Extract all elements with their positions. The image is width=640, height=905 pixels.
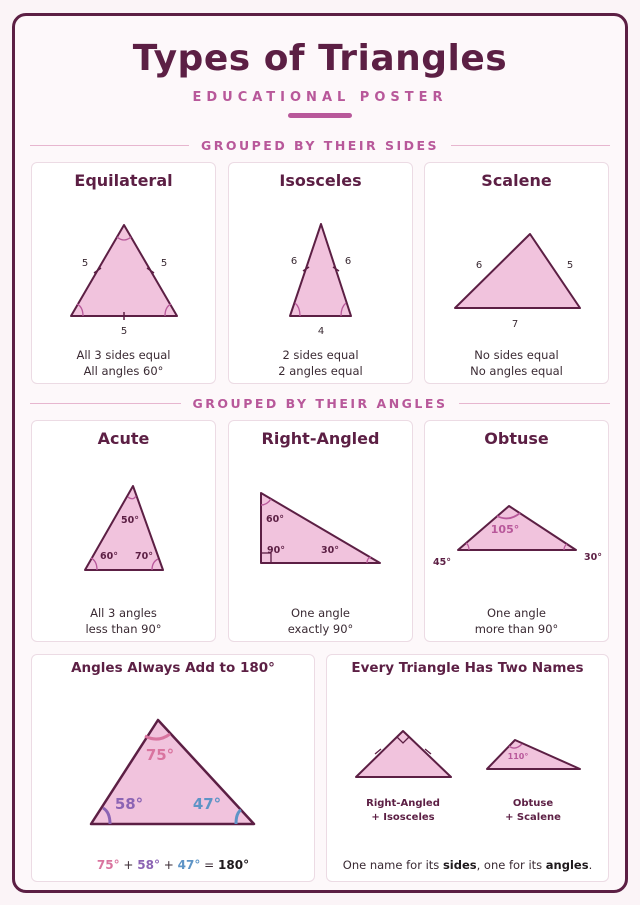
card-title: Obtuse	[484, 429, 549, 448]
angle-sum-equation	[32, 858, 314, 872]
scalene-triangle	[455, 234, 580, 308]
angle-label: 105°	[490, 523, 520, 536]
angle-label: 30°	[584, 552, 602, 563]
card-title: Angles Always Add to 180°	[71, 660, 275, 676]
name-line: Right-Angled	[366, 798, 440, 809]
divider-line	[459, 403, 610, 404]
angle-label: 58°	[114, 795, 144, 813]
poster-subtitle: EDUCATIONAL POSTER	[192, 90, 448, 105]
side-label: 6	[475, 260, 483, 271]
sides-section-label: GROUPED BY THEIR SIDES	[200, 137, 440, 153]
footer-text: , one for its	[476, 858, 546, 872]
footer-text: .	[588, 858, 593, 872]
angle-label: 60°	[100, 551, 118, 562]
angle-sum-card	[31, 654, 315, 882]
name-line: + Isosceles	[371, 812, 435, 823]
equation-operator: +	[159, 858, 178, 872]
side-label: 7	[511, 319, 519, 330]
side-label: 5	[160, 258, 168, 269]
side-label: 4	[317, 326, 325, 337]
poster-title: Types of Triangles	[132, 38, 508, 79]
card-title: Isosceles	[279, 171, 362, 190]
title-underline	[288, 113, 352, 118]
description-line: 2 sides equal	[282, 348, 359, 362]
scalene-triangle-diagram	[425, 203, 610, 363]
description-line: 2 angles equal	[278, 363, 363, 378]
card-description	[425, 606, 608, 637]
equation-operator: =	[200, 858, 219, 872]
description-line: One angle	[291, 606, 350, 620]
card-title: Acute	[97, 429, 150, 448]
right-triangle-diagram	[229, 461, 414, 621]
description-line: All angles 60°	[83, 363, 164, 378]
angles-section-label: GROUPED BY THEIR ANGLES	[192, 395, 448, 411]
side-label: 5	[81, 258, 89, 269]
equation-term: 75°	[96, 858, 120, 872]
description-line: more than 90°	[474, 621, 559, 636]
right-angled-card	[228, 420, 413, 642]
card-description	[32, 348, 215, 379]
card-description	[229, 606, 412, 637]
name-line: Obtuse	[512, 798, 554, 809]
two-names-footer	[327, 858, 608, 872]
sides-section-header	[30, 135, 610, 155]
equation-total: 180°	[218, 858, 250, 872]
obtuse-triangle-diagram	[425, 461, 610, 621]
card-description	[229, 348, 412, 379]
angle-label: 30°	[321, 545, 339, 556]
right-isosceles-triangle	[356, 731, 451, 777]
equilateral-triangle	[71, 225, 177, 316]
card-description	[32, 606, 215, 637]
name-line: + Scalene	[505, 812, 561, 823]
angle-label: 75°	[145, 746, 175, 764]
description-line: exactly 90°	[287, 621, 354, 636]
side-label: 6	[344, 256, 352, 267]
footer-text: One name for its	[342, 858, 443, 872]
description-line: All 3 angles	[90, 606, 157, 620]
angle-label: 45°	[433, 557, 451, 568]
card-title: Every Triangle Has Two Names	[351, 660, 584, 676]
side-label: 5	[566, 260, 574, 271]
angle-label: 90°	[267, 545, 285, 556]
card-description	[425, 348, 608, 379]
two-names-card	[326, 654, 609, 882]
angle-sum-triangle-diagram	[32, 685, 316, 865]
divider-line	[30, 403, 181, 404]
equation-operator: +	[119, 858, 138, 872]
description-line: All 3 sides equal	[76, 348, 171, 362]
angle-label: 50°	[121, 515, 139, 526]
acute-card	[31, 420, 216, 642]
equilateral-triangle-diagram	[32, 203, 217, 363]
divider-line	[30, 145, 189, 146]
angle-label: 60°	[266, 514, 284, 525]
side-label: 5	[120, 326, 128, 337]
footer-emphasis: angles	[545, 858, 589, 872]
divider-line	[451, 145, 610, 146]
isosceles-card	[228, 162, 413, 384]
equilateral-card	[31, 162, 216, 384]
right-triangle-names	[483, 797, 583, 825]
left-triangle-names	[353, 797, 453, 825]
angle-label: 70°	[135, 551, 153, 562]
description-line: No angles equal	[470, 363, 563, 378]
isosceles-triangle-diagram	[229, 203, 414, 363]
angles-section-header	[30, 393, 610, 413]
equation-term: 47°	[177, 858, 201, 872]
card-title: Scalene	[481, 171, 552, 190]
card-title: Equilateral	[74, 171, 173, 190]
acute-triangle-diagram	[32, 461, 217, 621]
obtuse-scalene-triangle	[487, 740, 580, 769]
side-label: 6	[290, 256, 298, 267]
description-line: No sides equal	[474, 348, 559, 362]
scalene-card	[424, 162, 609, 384]
angle-label: 47°	[192, 795, 222, 813]
angle-label: 110°	[507, 752, 529, 761]
equation-term: 58°	[137, 858, 160, 872]
description-line: less than 90°	[85, 621, 162, 636]
obtuse-card	[424, 420, 609, 642]
isosceles-triangle	[290, 224, 351, 316]
card-title: Right-Angled	[261, 429, 380, 448]
footer-emphasis: sides	[442, 858, 477, 872]
description-line: One angle	[487, 606, 546, 620]
